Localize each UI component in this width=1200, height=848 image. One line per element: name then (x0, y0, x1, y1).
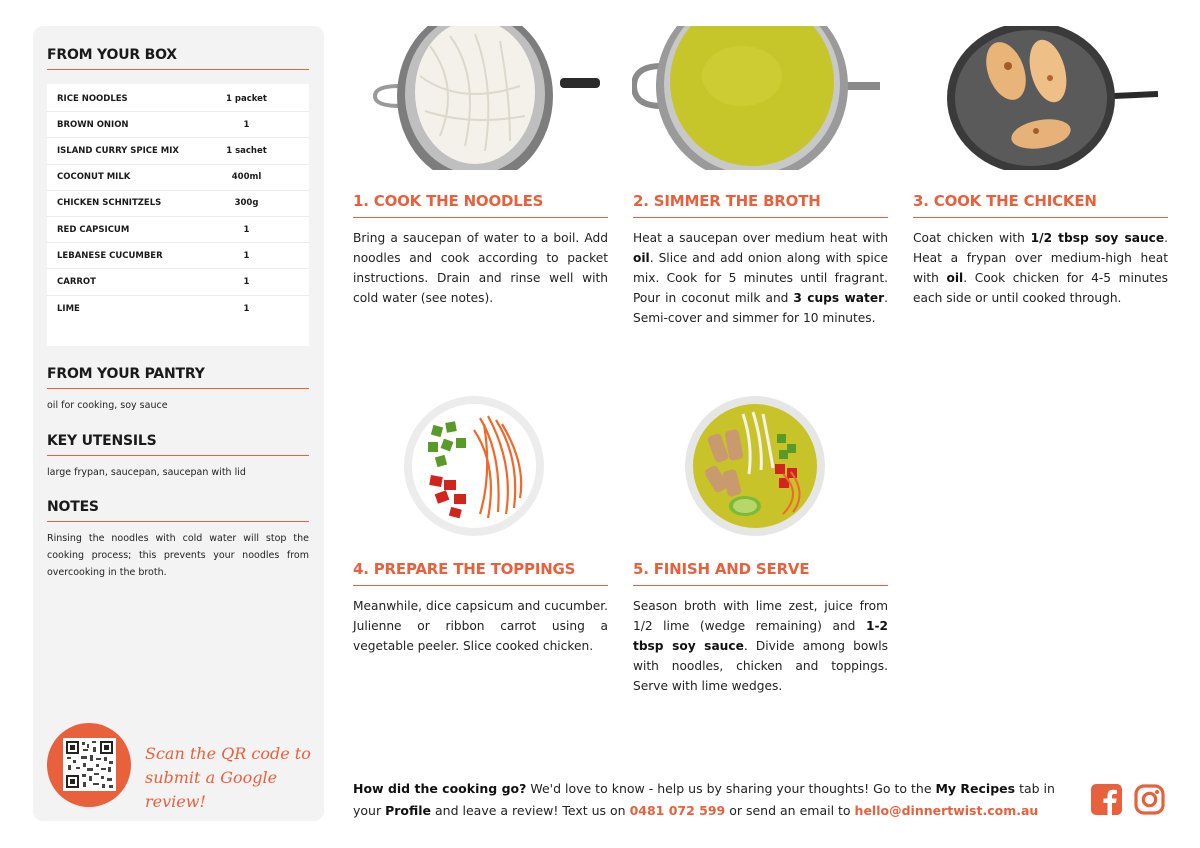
utensils-title: KEY UTENSILS (47, 433, 309, 456)
from-your-box-title: FROM YOUR BOX (47, 47, 309, 70)
ingredient-name: CARROT (57, 276, 96, 287)
step-text-bold: 3 cups water (793, 291, 885, 305)
qr-caption (145, 742, 315, 814)
ingredient-name: RICE NOODLES (57, 93, 128, 104)
step-1-title: 1. COOK THE NOODLES (353, 192, 608, 218)
ingredient-row (47, 243, 309, 269)
step-3-title: 3. COOK THE CHICKEN (913, 192, 1168, 218)
ingredient-qty: 400ml (231, 172, 262, 183)
step-text-bold: 1-2 tbsp soy sauce (633, 619, 888, 653)
step-3-body (913, 228, 1168, 308)
footer-contact-link[interactable]: 0481 072 599 (629, 803, 726, 818)
footer-contact-link[interactable]: hello@dinnertwist.com.au (854, 803, 1039, 818)
ingredient-qty: 1 (243, 224, 250, 235)
step-text: . Heat a frypan over medium-high heat with (913, 231, 1168, 285)
review-footer (353, 778, 1073, 822)
ingredient-qty: 1 sachet (226, 145, 267, 156)
ingredient-name: COCONUT MILK (57, 172, 131, 183)
qr-caption-line1: Scan the QR code to (145, 744, 311, 763)
utensils-text: large frypan, saucepan, saucepan with lid (47, 467, 246, 478)
ingredient-qty: 1 (243, 250, 250, 261)
instagram-icon[interactable] (1134, 784, 1165, 815)
step-text: . Slice and add onion along with spice mix. Cook for 5 minutes until fragrant. Pour in coconut milk and (633, 251, 888, 305)
pantry-title: FROM YOUR PANTRY (47, 366, 309, 389)
step-2-body (633, 228, 888, 328)
step-2-title: 2. SIMMER THE BROTH (633, 192, 888, 218)
step-text-bold: oil (946, 271, 964, 285)
qr-code[interactable] (63, 738, 116, 791)
ingredient-row (47, 138, 309, 164)
step-text-bold: oil (633, 251, 650, 265)
ingredient-name: LIME (57, 303, 80, 314)
ingredient-name: BROWN ONION (57, 119, 129, 130)
footer-text: We'd love to know - help us by sharing your thoughts! Go to the (526, 781, 936, 796)
notes-title: NOTES (47, 499, 309, 522)
ingredient-name: ISLAND CURRY SPICE MIX (57, 145, 179, 156)
step-3-image (946, 26, 1162, 170)
ingredient-qty: 1 (243, 119, 250, 130)
step-text: Bring a saucepan of water to a boil. Add noodles and cook according to packet instructions. Drain and rinse well with cold water (see notes). (353, 231, 608, 305)
ingredient-row (47, 86, 309, 112)
ingredient-row (47, 165, 309, 191)
pantry-text: oil for cooking, soy sauce (47, 400, 168, 411)
notes-text: Rinsing the noodles with cold water will stop the cooking process; this prevents your noodles from overcooking in the broth. (47, 533, 309, 578)
footer-text: Profile (385, 803, 432, 818)
ingredient-row (47, 112, 309, 138)
ingredient-name: LEBANESE CUCUMBER (57, 250, 163, 261)
ingredient-row (47, 296, 309, 322)
step-text: . Cook chicken for 4-5 minutes each side or until cooked through. (913, 271, 1168, 305)
step-4-image (402, 394, 546, 538)
footer-text: and leave a review! Text us on (431, 803, 630, 818)
step-4-title: 4. PREPARE THE TOPPINGS (353, 560, 608, 586)
step-2-image (632, 26, 884, 170)
ingredient-name: RED CAPSICUM (57, 224, 130, 235)
footer-text: My Recipes (935, 781, 1016, 796)
step-text: . Semi-cover and simmer for 10 minutes. (633, 291, 888, 325)
step-4-body (353, 596, 608, 656)
notes-section (47, 499, 309, 581)
ingredient-row (47, 217, 309, 243)
step-1-image (370, 26, 602, 170)
footer-text: tab in your (353, 781, 1055, 818)
step-text: Season broth with lime zest, juice from 1/2 lime (wedge remaining) and (633, 599, 888, 633)
facebook-icon[interactable] (1091, 784, 1122, 815)
ingredient-row (47, 191, 309, 217)
qr-badge (47, 723, 131, 807)
ingredient-qty: 1 (243, 276, 250, 287)
step-5-image (683, 394, 827, 538)
footer-text: or send an email to (725, 803, 855, 818)
step-text: Meanwhile, dice capsicum and cucumber. Julienne or ribbon carrot using a vegetable peeler. Slice cooked chicken. (353, 599, 608, 653)
pantry-section (47, 366, 309, 414)
utensils-section (47, 433, 309, 481)
step-text-bold: 1/2 tbsp soy sauce (1030, 231, 1165, 245)
ingredient-qty: 1 (243, 303, 250, 314)
ingredient-qty: 1 packet (226, 93, 267, 104)
from-your-box-section (47, 47, 309, 346)
step-5-title: 5. FINISH AND SERVE (633, 560, 888, 586)
ingredient-qty: 300g (234, 198, 259, 209)
step-text: Heat a saucepan over medium heat with (633, 231, 888, 245)
sidebar (33, 26, 324, 821)
ingredient-name: CHICKEN SCHNITZELS (57, 198, 162, 209)
ingredients-table (47, 84, 309, 346)
step-1-body (353, 228, 608, 308)
step-text: Coat chicken with (913, 231, 1031, 245)
ingredient-row (47, 269, 309, 295)
qr-caption-line2: submit a Google review! (145, 768, 278, 811)
footer-text: How did the cooking go? (353, 781, 527, 796)
step-5-body (633, 596, 888, 696)
step-text: . Divide among bowls with noodles, chicken and toppings. Serve with lime wedges. (633, 639, 888, 693)
